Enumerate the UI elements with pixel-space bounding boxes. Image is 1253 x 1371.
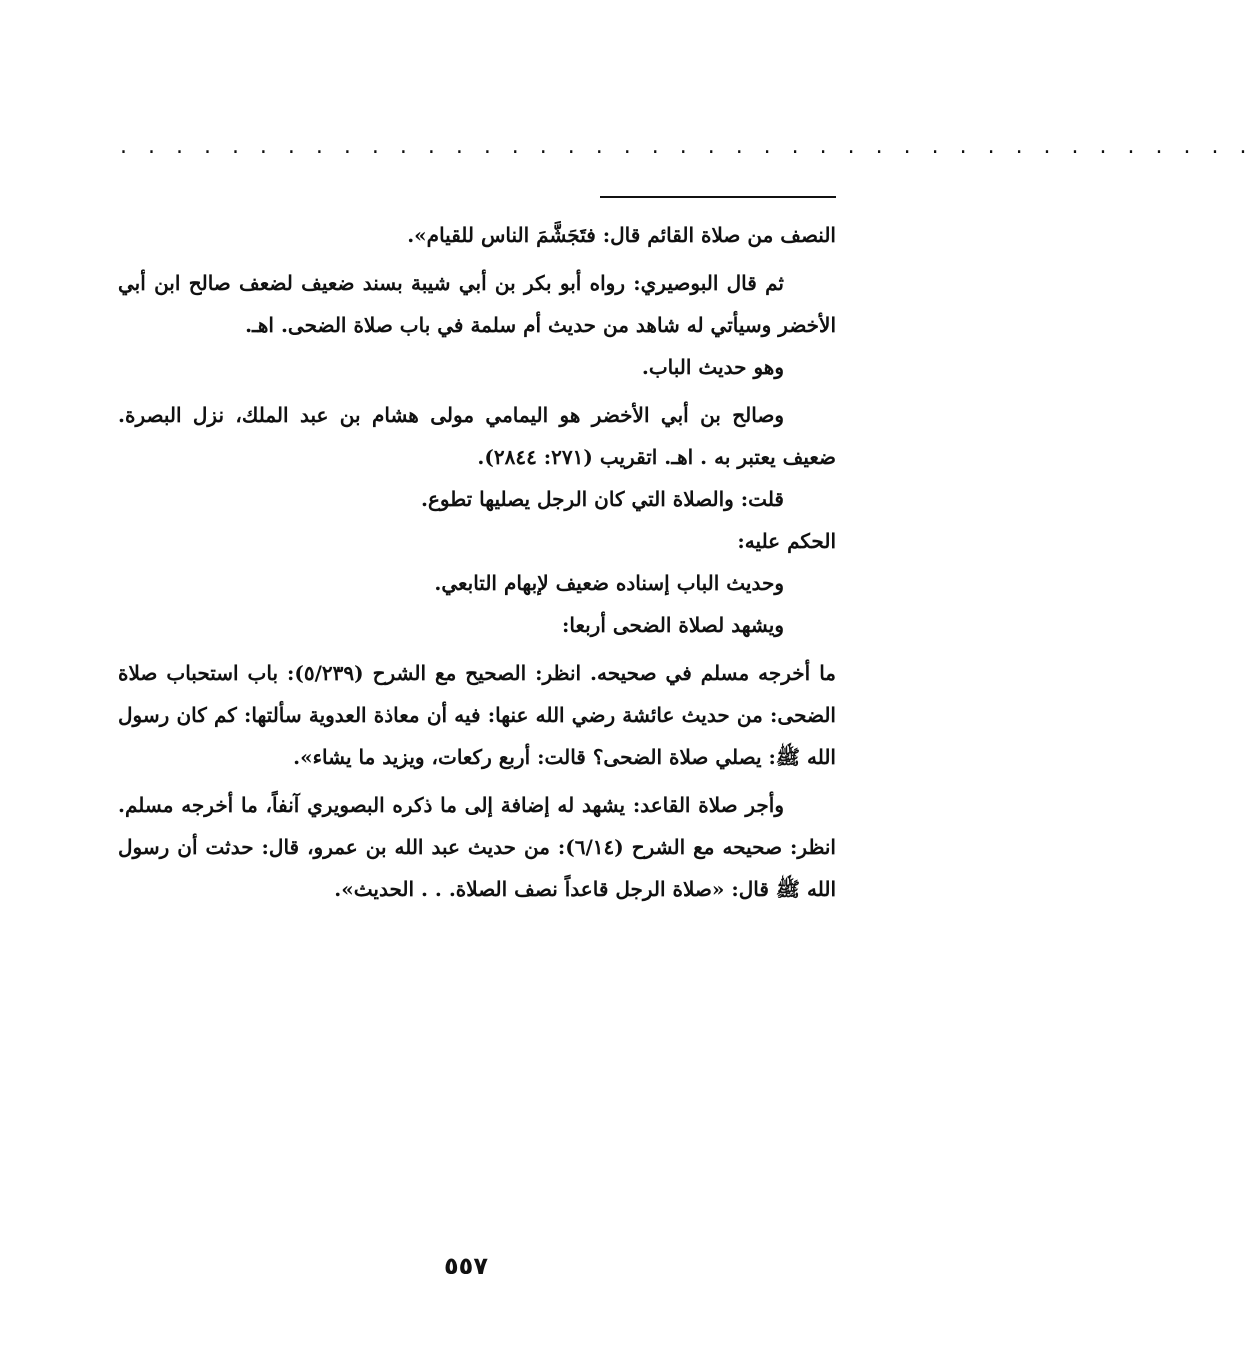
paragraph: قلت: والصلاة التي كان الرجل يصليها تطوع. <box>421 487 784 511</box>
dotted-separator: . . . . . . . . . . . . . . . . . . . . . . . . . . . . . . . . . . . . . . . . . <box>120 134 1253 159</box>
page-number: ٥٥٧ <box>444 1252 488 1280</box>
paragraph: وهو حديث الباب. <box>641 355 784 379</box>
section-heading: الحكم عليه: <box>737 529 836 553</box>
paragraph: ما أخرجه مسلم في صحيحه. انظر: الصحيح مع الشرح (٥/٢٣٩): باب استحباب صلاة الضحى: من حديث عائشة رضي الله عنها: فيه أن معاذة العدوية سألتها: كم كان رسول الله ﷺ: يصلي صلاة الضحى؟ قالت: أربع ركعات، ويزيد ما يشاء». <box>118 661 836 769</box>
paragraph: وحديث الباب إسناده ضعيف لإبهام التابعي. <box>434 571 784 595</box>
paragraph: ثم قال البوصيري: رواه أبو بكر بن أبي شيبة بسند ضعيف لضعف صالح ابن أبي الأخضر وسيأتي له شاهد من حديث أم سلمة في باب صلاة الضحى. اهـ. <box>118 271 836 337</box>
footnote-rule <box>600 196 836 198</box>
paragraph: وأجر صلاة القاعد: يشهد له إضافة إلى ما ذكره البصويري آنفاً، ما أخرجه مسلم. انظر: صحيحه مع الشرح (٦/١٤): من حديث عبد الله بن عمرو، قال: حدثت أن رسول الله ﷺ قال: «صلاة الرجل قاعداً نصف الصلاة. . . الحديث». <box>118 793 836 901</box>
paragraph: النصف من صلاة القائم قال: فتَجَشَّمَ الناس للقيام». <box>407 223 836 247</box>
paragraph: وصالح بن أبي الأخضر هو اليمامي مولى هشام بن عبد الملك، نزل البصرة. ضعيف يعتبر به . اهـ. اتقريب (٢٧١: ٢٨٤٤). <box>118 403 836 469</box>
paragraph: ويشهد لصلاة الضحى أربعا: <box>561 613 784 637</box>
footnote-text <box>118 214 836 910</box>
